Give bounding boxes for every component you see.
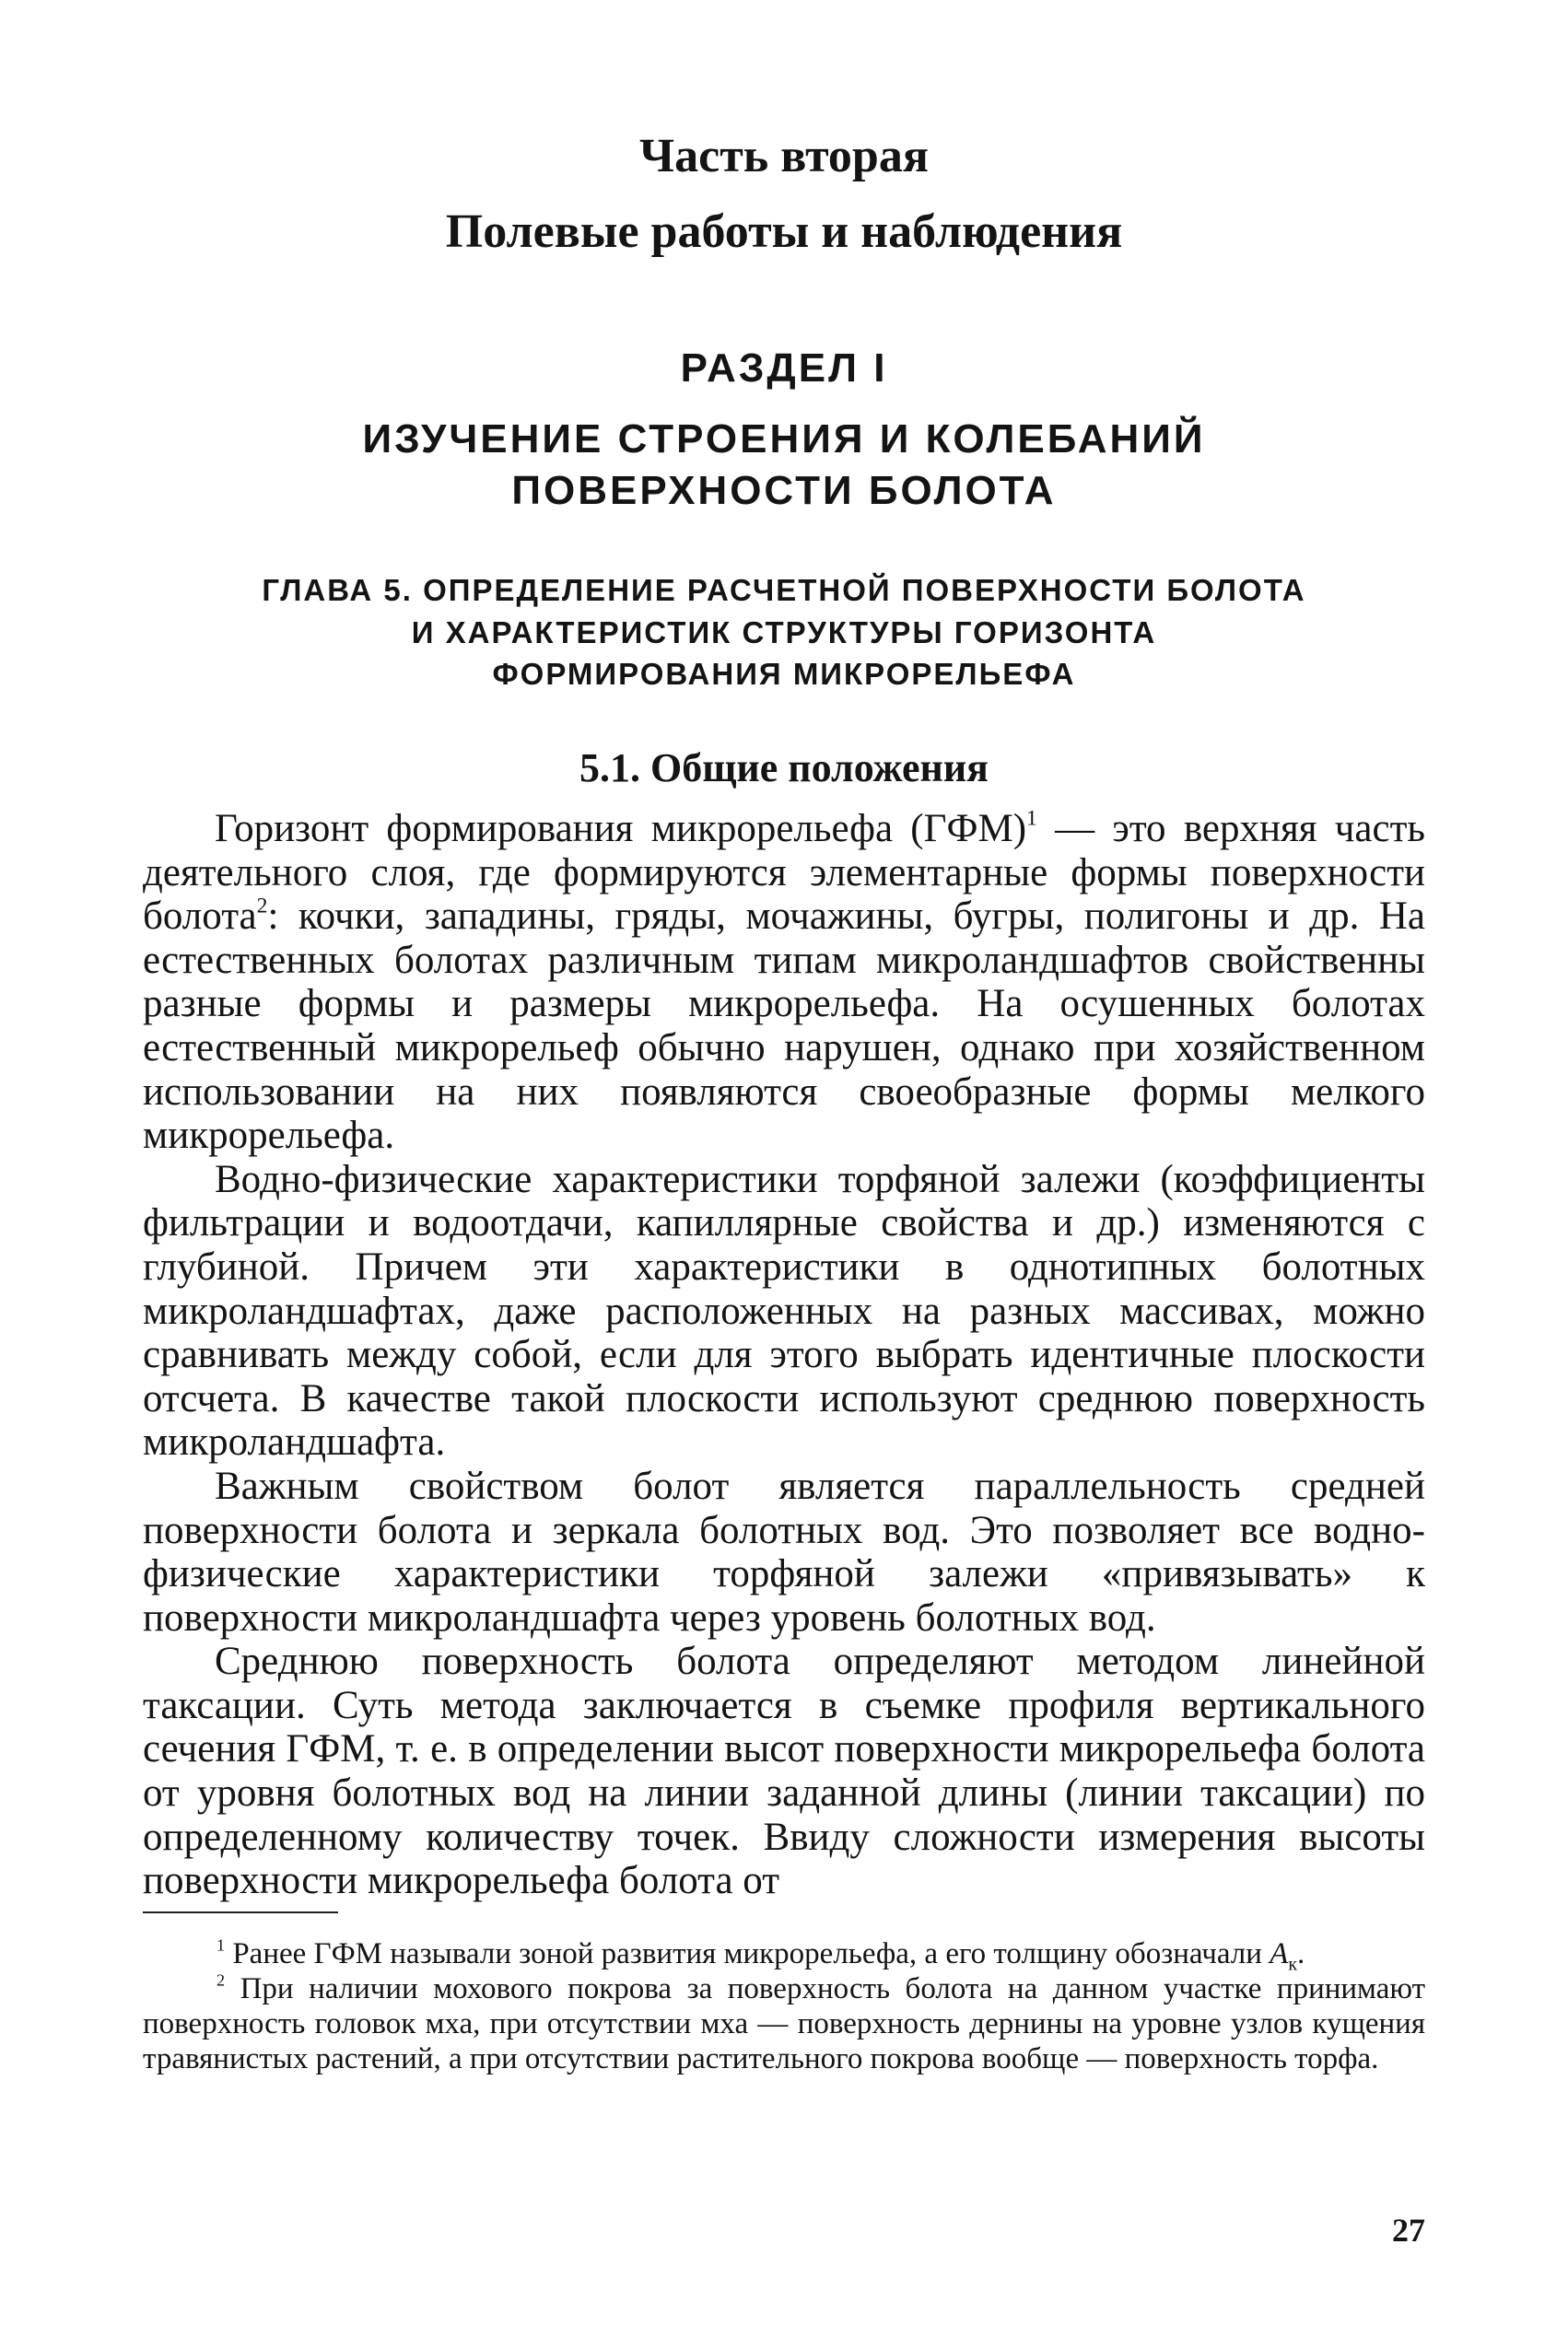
page-number: 27: [1392, 2212, 1425, 2249]
footnote-ref-1: 1: [1026, 806, 1037, 831]
chapter-title-line-1: ГЛАВА 5. ОПРЕДЕЛЕНИЕ РАСЧЕТНОЙ ПОВЕРХНОСТИ БОЛОТА: [262, 573, 1306, 607]
paragraph-4: Среднюю поверхность болота определяют методом линейной таксации. Суть метода заключается в съемке профиля вертикального сечения ГФМ, т. е. в определении высот поверхности микрорельефа болота от уровня болотных вод на линии заданной длины (линии таксации) по определенному количеству точек. Ввиду сложности измерения высоты поверхности микрорельефа болота от: [143, 1640, 1425, 1903]
footnote-1-symbol: A: [1270, 1937, 1289, 1970]
part-title: Часть вторая: [639, 130, 929, 182]
paragraph-1-part-a: Горизонт формирования микрорельефа (ГФМ): [215, 807, 1027, 850]
footnote-1-end: .: [1296, 1937, 1305, 1970]
footnote-2-text: При наличии мохового покрова за поверхность болота на данном участке принимают поверхность головок мха, при отсутствии мха — поверхность дернины на уровне узлов кущения травянистых растений, а при отсутствии растительного покрова вообще — поверхность торфа.: [143, 1972, 1425, 2075]
footnote-1-subscript: к: [1288, 1954, 1297, 1975]
footnotes: [143, 1936, 1425, 2076]
footnote-1-marker: 1: [216, 1935, 226, 1955]
section-label: РАЗДЕЛ I: [680, 345, 888, 391]
footnote-1-text: Ранее ГФМ называли зоной развития микрорельефа, а его толщину обозначали: [225, 1937, 1270, 1970]
paragraph-1: [143, 807, 1425, 1158]
paragraph-1-part-c: : кочки, западины, гряды, мочажины, бугры, полигоны и др. На естественных болотах различным типам микроландшафтов свойственны разные формы и размеры микрорельефа. На осушенных болотах естественный микрорельеф обычно нарушен, однако при хозяйственном использовании на них появляются своеобразные формы мелкого микрорельефа.: [143, 894, 1425, 1158]
body-text: [143, 807, 1425, 1903]
paragraph-1-part-b: — это верхняя часть деятельного слоя, где формируются элементарные формы поверхности болота: [143, 807, 1425, 939]
paragraph-2: Водно-физические характеристики торфяной залежи (коэффициенты фильтрации и водоотдачи, капиллярные свойства и др.) изменяются с глубиной. Причем эти характеристики в однотипных болотных микроландшафтах, даже расположенных на разных массивах, можно сравнивать между собой, если для этого выбрать идентичные плоскости отсчета. В качестве такой плоскости используют среднюю поверхность микроландшафта.: [143, 1157, 1425, 1465]
footnote-2: [143, 1971, 1425, 2076]
section-title-line-2: ПОВЕРХНОСТИ БОЛОТА: [511, 468, 1057, 513]
paragraph-3: Важным свойством болот является параллельность средней поверхности болота и зеркала болотных вод. Это позволяет все водно-физические характеристики торфяной залежи «привязывать» к поверхности микроландшафта через уровень болотных вод.: [143, 1464, 1425, 1640]
section-title-line-1: ИЗУЧЕНИЕ СТРОЕНИЯ И КОЛЕБАНИЙ: [362, 416, 1206, 462]
footnote-1: [143, 1935, 1425, 1975]
subsection-title: 5.1. Общие положения: [579, 745, 989, 790]
chapter-title-line-3: ФОРМИРОВАНИЯ МИКРОРЕЛЬЕФА: [492, 657, 1076, 691]
footnote-ref-2: 2: [256, 894, 268, 918]
footnote-2-marker: 2: [216, 1970, 226, 1990]
part-subtitle: Полевые работы и наблюдения: [445, 205, 1123, 258]
chapter-title-line-2: И ХАРАКТЕРИСТИК СТРУКТУРЫ ГОРИЗОНТА: [411, 615, 1157, 649]
footnote-divider: [143, 1911, 338, 1913]
